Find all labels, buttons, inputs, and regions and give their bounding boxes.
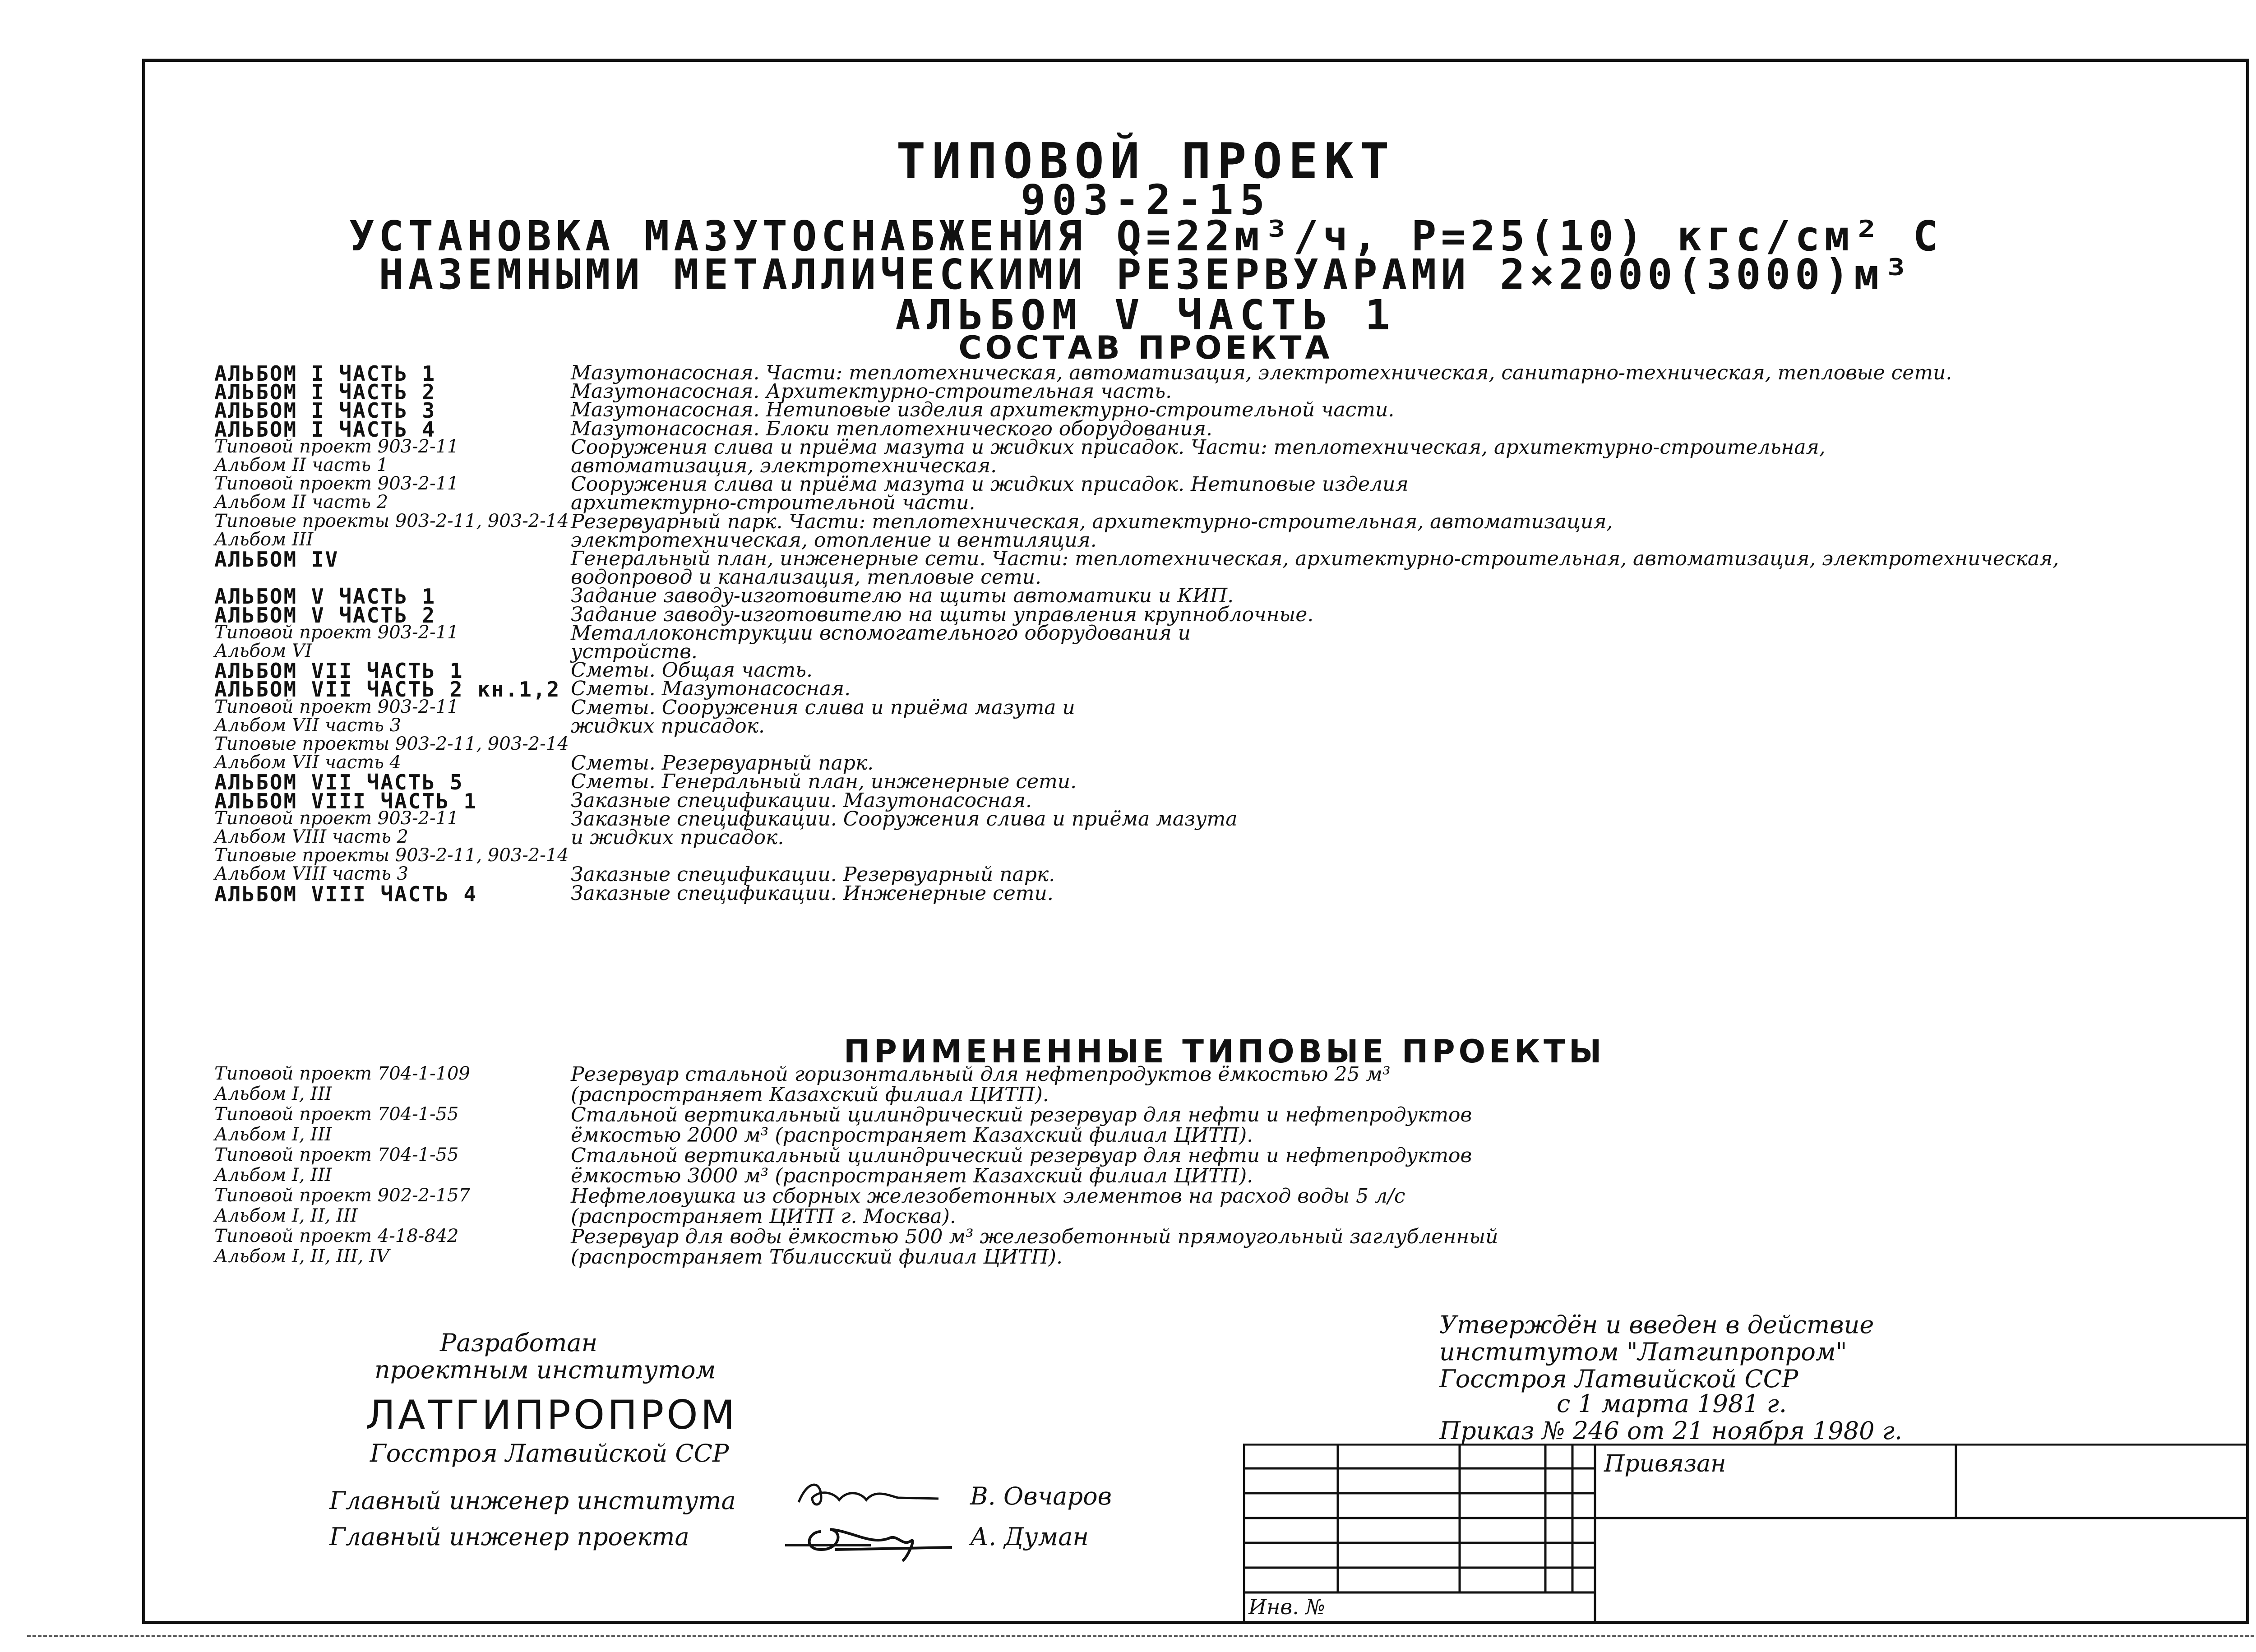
applied-desc: Резервуар для воды ёмкостью 500 м³ железобетонный прямоугольный заглубленный — [571, 1225, 1498, 1248]
developer-line1: Разработан — [440, 1329, 598, 1357]
composition-label: Типовой проект 903-2-11 — [214, 808, 459, 829]
composition-desc: автоматизация, электротехническая. — [571, 454, 997, 477]
project-name-line2: НАЗЕМНЫМИ МЕТАЛЛИЧЕСКИМИ РЕЗЕРВУАРАМИ 2×2000(3000)м³ — [379, 250, 1913, 299]
applied-projects-heading: ПРИМЕНЕННЫЕ ТИПОВЫЕ ПРОЕКТЫ — [844, 1033, 1605, 1070]
composition-label: АЛЬБОМ VII ЧАСТЬ 1 — [214, 659, 464, 683]
composition-label: Альбом VII часть 4 — [214, 752, 402, 773]
applied-desc: ёмкостью 2000 м³ (распространяет Казахский филиал ЦИТП). — [571, 1124, 1253, 1147]
applied-label: Типовой проект 4-18-842 — [214, 1226, 459, 1246]
applied-desc: Нефтеловушка из сборных железобетонных элементов на расход воды 5 л/с — [571, 1185, 1405, 1208]
applied-label: Типовой проект 704-1-109 — [214, 1063, 470, 1084]
composition-desc: Задание заводу-изготовителю на щиты автоматики и КИП. — [571, 584, 1234, 608]
composition-label: Альбом III — [214, 529, 314, 550]
applied-label: Типовой проект 902-2-157 — [214, 1185, 470, 1206]
applied-label: Альбом I, III — [214, 1084, 332, 1104]
composition-desc: Мазутонасосная. Блоки теплотехнического оборудования. — [571, 417, 1212, 440]
composition-desc: Резервуарный парк. Части: теплотехническая, архитектурно-строительная, автоматизация, — [571, 510, 1613, 533]
composition-label: АЛЬБОМ VII ЧАСТЬ 2 кн.1,2 — [214, 677, 561, 702]
approval-line2: институтом "Латгипропром" — [1439, 1338, 1847, 1366]
inventory-number-label: Инв. № — [1248, 1595, 1325, 1619]
applied-label: Типовой проект 704-1-55 — [214, 1144, 459, 1165]
title-block — [1243, 1444, 2249, 1624]
applied-desc: Резервуар стальной горизонтальный для нефтепродуктов ёмкостью 25 м³ — [571, 1063, 1391, 1086]
applied-label: Альбом I, III — [214, 1165, 332, 1186]
applied-label: Альбом I, II, III — [214, 1205, 358, 1226]
signature-scribble-1 — [794, 1475, 975, 1516]
composition-label: АЛЬБОМ I ЧАСТЬ 3 — [214, 398, 436, 423]
signature-role-2: Главный инженер проекта — [329, 1523, 689, 1551]
composition-desc: Сметы. Сооружения слива и приёма мазута и — [571, 696, 1075, 719]
approval-line4: с 1 марта 1981 г. — [1557, 1389, 1787, 1418]
composition-label: АЛЬБОМ I ЧАСТЬ 4 — [214, 417, 436, 442]
composition-label: Типовые проекты 903-2-11, 903-2-14 — [214, 510, 569, 531]
composition-label: АЛЬБОМ VII ЧАСТЬ 5 — [214, 770, 464, 795]
applied-desc: Стальной вертикальный цилиндрический резервуар для нефти и нефтепродуктов — [571, 1103, 1472, 1126]
developer-line4: Госстроя Латвийской ССР — [370, 1439, 729, 1467]
composition-label: Типовые проекты 903-2-11, 903-2-14 — [214, 845, 569, 866]
composition-desc: Сметы. Мазутонасосная. — [571, 677, 851, 701]
composition-label: АЛЬБОМ VIII ЧАСТЬ 1 — [214, 789, 478, 813]
composition-desc: Генеральный план, инженерные сети. Части: теплотехническая, архитектурно-строительная, автоматизация, электротехническая, — [571, 547, 2059, 570]
doc-title: ТИПОВОЙ ПРОЕКТ — [896, 133, 1396, 189]
composition-label: Типовые проекты 903-2-11, 903-2-14 — [214, 734, 569, 754]
composition-label: АЛЬБОМ V ЧАСТЬ 1 — [214, 584, 436, 609]
applied-desc: (распространяет Тбилисский филиал ЦИТП). — [571, 1246, 1063, 1269]
developer-line2: проектным институтом — [374, 1356, 716, 1384]
applied-label: Альбом I, II, III, IV — [214, 1246, 389, 1267]
composition-desc: и жидких присадок. — [571, 826, 784, 849]
composition-label: Альбом VIII часть 2 — [214, 826, 408, 847]
composition-label: АЛЬБОМ I ЧАСТЬ 2 — [214, 380, 436, 405]
composition-desc: Мазутонасосная. Части: теплотехническая, автоматизация, электротехническая, санитарно-техническая, тепловые сети. — [571, 361, 1952, 384]
approval-line3: Госстроя Латвийской ССР — [1439, 1365, 1798, 1393]
applied-desc: Стальной вертикальный цилиндрический резервуар для нефти и нефтепродуктов — [571, 1144, 1472, 1167]
composition-desc: Задание заводу-изготовителю на щиты управления крупноблочные. — [571, 603, 1314, 626]
composition-desc: электротехническая, отопление и вентиляция. — [571, 528, 1097, 552]
composition-label: Альбом VII часть 3 — [214, 715, 402, 736]
composition-label: Типовой проект 903-2-11 — [214, 473, 459, 494]
composition-label: Альбом II часть 1 — [214, 455, 388, 475]
applied-desc: (распространяет ЦИТП г. Москва). — [571, 1205, 956, 1228]
applied-label: Типовой проект 704-1-55 — [214, 1104, 459, 1125]
composition-desc: Сооружения слива и приёма мазута и жидких присадок. Части: теплотехническая, архитектурно-строительная, — [571, 435, 1826, 459]
composition-heading: СОСТАВ ПРОЕКТА — [958, 329, 1333, 366]
project-number: 903-2-15 — [1020, 176, 1271, 224]
composition-desc: Заказные спецификации. Мазутонасосная. — [571, 789, 1032, 812]
composition-desc: Заказные спецификации. Резервуарный парк. — [571, 863, 1055, 886]
applied-label: Альбом I, III — [214, 1124, 332, 1145]
composition-desc: жидких присадок. — [571, 714, 765, 738]
composition-label: АЛЬБОМ V ЧАСТЬ 2 — [214, 603, 436, 628]
composition-label: Типовой проект 903-2-11 — [214, 622, 459, 643]
signature-name-2: А. Думан — [970, 1523, 1089, 1551]
composition-desc: Сметы. Резервуарный парк. — [571, 752, 874, 775]
approval-line5: Приказ № 246 от 21 ноября 1980 г. — [1439, 1417, 1903, 1445]
signature-scribble-2 — [781, 1514, 984, 1563]
signature-name-1: В. Овчаров — [970, 1482, 1112, 1510]
composition-desc: водопровод и канализация, тепловые сети. — [571, 566, 1042, 589]
developer-name: ЛАТГИПРОПРОМ — [365, 1392, 738, 1438]
composition-desc: Мазутонасосная. Нетиповые изделия архитектурно-строительной части. — [571, 398, 1395, 422]
composition-label: Альбом II часть 2 — [214, 492, 388, 513]
composition-desc: Мазутонасосная. Архитектурно-строительная часть. — [571, 380, 1172, 403]
album-part: АЛЬБОМ V ЧАСТЬ 1 — [895, 291, 1396, 339]
composition-label: АЛЬБОМ I ЧАСТЬ 1 — [214, 361, 436, 386]
composition-label: Типовой проект 903-2-11 — [214, 696, 459, 717]
project-name-line1: УСТАНОВКА МАЗУТОСНАБЖЕНИЯ Q=22м³/ч, P=25(10) кгс/см² С — [349, 212, 1942, 260]
composition-desc: Сооружения слива и приёма мазута и жидких присадок. Нетиповые изделия — [571, 473, 1409, 496]
composition-desc: Заказные спецификации. Инженерные сети. — [571, 881, 1054, 905]
page-edge-line — [27, 1635, 2256, 1637]
composition-label: Альбом VIII часть 3 — [214, 863, 408, 885]
privyazan-label: Привязан — [1604, 1450, 1726, 1477]
composition-desc: Сметы. Генеральный план, инженерные сети. — [571, 770, 1077, 794]
composition-desc: Заказные спецификации. Сооружения слива и приёма мазута — [571, 807, 1238, 831]
approval-line1: Утверждён и введен в действие — [1439, 1311, 1874, 1339]
composition-label: АЛЬБОМ IV — [214, 547, 339, 572]
composition-label: АЛЬБОМ VIII ЧАСТЬ 4 — [214, 881, 478, 906]
composition-label: Альбом VI — [214, 641, 312, 661]
composition-desc: архитектурно-строительной части. — [571, 491, 975, 515]
composition-label: Типовой проект 903-2-11 — [214, 436, 459, 457]
composition-desc: Металлоконструкции вспомогательного оборудования и — [571, 621, 1191, 645]
applied-desc: (распространяет Казахский филиал ЦИТП). — [571, 1083, 1049, 1106]
signature-role-1: Главный инженер института — [329, 1486, 736, 1515]
applied-desc: ёмкостью 3000 м³ (распространяет Казахский филиал ЦИТП). — [571, 1164, 1253, 1187]
composition-desc: Сметы. Общая часть. — [571, 659, 813, 682]
composition-desc: устройств. — [571, 640, 698, 663]
